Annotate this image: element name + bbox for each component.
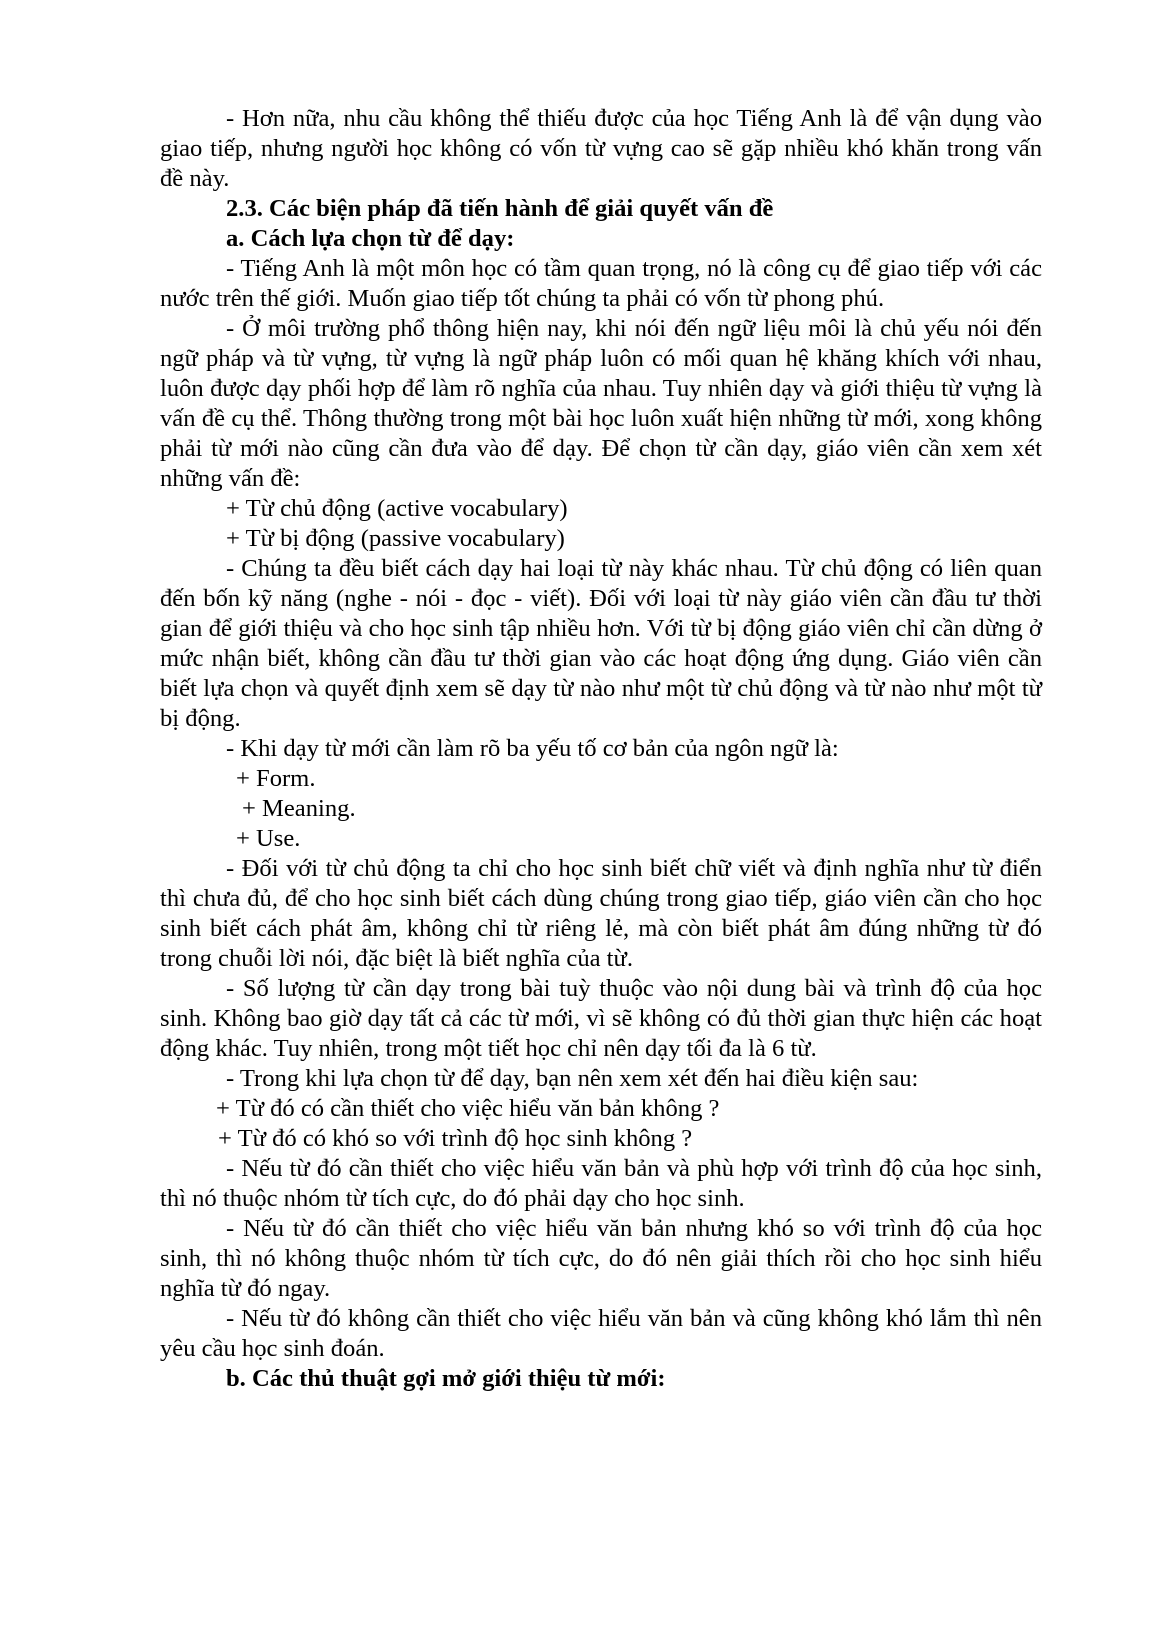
paragraph-word-count: - Số lượng từ cần dạy trong bài tuỳ thuộc vào nội dung bài và trình độ của học sinh. Không bao giờ dạy tất cả các từ mới, vì sẽ không có đủ thời gian thực hiện các hoạt động khác. Tuy nhiên, trong một tiết học chỉ nên dạy tối đa là 6 từ.	[160, 975, 1042, 1062]
paragraph-school-environment: - Ở môi trường phổ thông hiện nay, khi nói đến ngữ liệu môi là chủ yếu nói đến ngữ pháp và từ vựng, từ vựng là ngữ pháp luôn có mối quan hệ khăng khích với nhau, luôn được dạy phối hợp để làm rõ nghĩa của nhau. Tuy nhiên dạy và giới thiệu từ vựng là vấn đề cụ thể. Thông thường trong một bài học luôn xuất hiện những từ mới, xong không phải từ mới nào cũng cần đưa vào để dạy. Để chọn từ cần dạy, giáo viên cần xem xét những vấn đề:	[160, 315, 1042, 492]
paragraph-necessary-suitable: - Nếu từ đó cần thiết cho việc hiểu văn bản và phù hợp với trình độ của học sinh, thì nó thuộc nhóm từ tích cực, do đó phải dạy cho học sinh.	[160, 1155, 1042, 1212]
list-item-question-difficulty: + Từ đó có khó so với trình độ học sinh không ?	[218, 1125, 693, 1152]
paragraph-necessary-difficult: - Nếu từ đó cần thiết cho việc hiểu văn bản nhưng khó so với trình độ của học sinh, thì nó không thuộc nhóm từ tích cực, do đó nên giải thích rồi cho học sinh hiểu nghĩa từ đó ngay.	[160, 1215, 1042, 1302]
subheading-a: a. Cách lựa chọn từ để dạy:	[226, 225, 515, 252]
paragraph-english-importance: - Tiếng Anh là một môn học có tầm quan trọng, nó là công cụ để giao tiếp với các nước trên thế giới. Muốn giao tiếp tốt chúng ta phải có vốn từ phong phú.	[160, 255, 1042, 312]
list-item-question-necessary: + Từ đó có cần thiết cho việc hiểu văn bản không ?	[216, 1095, 720, 1122]
paragraph-three-elements: - Khi dạy từ mới cần làm rõ ba yếu tố cơ bản của ngôn ngữ là:	[226, 735, 839, 762]
list-item-meaning: + Meaning.	[242, 795, 356, 822]
paragraph-guess-words: - Nếu từ đó không cần thiết cho việc hiểu văn bản và cũng không khó lắm thì nên yêu cầu học sinh đoán.	[160, 1305, 1042, 1362]
paragraph-teaching-differences: - Chúng ta đều biết cách dạy hai loại từ này khác nhau. Từ chủ động có liên quan đến bốn kỹ năng (nghe - nói - đọc - viết). Đối với loại từ này giáo viên cần đầu tư thời gian để giới thiệu và cho học sinh tập nhiều hơn. Với từ bị động giáo viên chỉ cần dừng ở mức nhận biết, không cần đầu tư thời gian vào các hoạt động ứng dụng. Giáo viên cần biết lựa chọn và quyết định xem sẽ dạy từ nào như một từ chủ động và từ nào như một từ bị động.	[160, 555, 1042, 732]
list-item-use: + Use.	[236, 825, 301, 852]
list-item-active-vocabulary: + Từ chủ động (active vocabulary)	[226, 495, 568, 522]
paragraph-selection-conditions: - Trong khi lựa chọn từ để dạy, bạn nên xem xét đến hai điều kiện sau:	[226, 1065, 919, 1092]
document-page	[160, 104, 1042, 1394]
list-item-passive-vocabulary: + Từ bị động (passive vocabulary)	[226, 525, 565, 552]
paragraph-communication-need: - Hơn nữa, nhu cầu không thể thiếu được của học Tiếng Anh là để vận dụng vào giao tiếp, nhưng người học không có vốn từ vựng cao sẽ gặp nhiều khó khăn trong vấn đề này.	[160, 105, 1042, 192]
subheading-b: b. Các thủ thuật gợi mở giới thiệu từ mới:	[226, 1365, 666, 1392]
section-heading-2-3: 2.3. Các biện pháp đã tiến hành để giải quyết vấn đề	[226, 195, 774, 222]
paragraph-active-words: - Đối với từ chủ động ta chỉ cho học sinh biết chữ viết và định nghĩa như từ điển thì chưa đủ, để cho học sinh biết cách dùng chúng trong giao tiếp, giáo viên cần cho học sinh biết cách phát âm, không chỉ từ riêng lẻ, mà còn biết phát âm đúng những từ đó trong chuỗi lời nói, đặc biệt là biết nghĩa của từ.	[160, 855, 1042, 972]
list-item-form: + Form.	[236, 765, 316, 792]
